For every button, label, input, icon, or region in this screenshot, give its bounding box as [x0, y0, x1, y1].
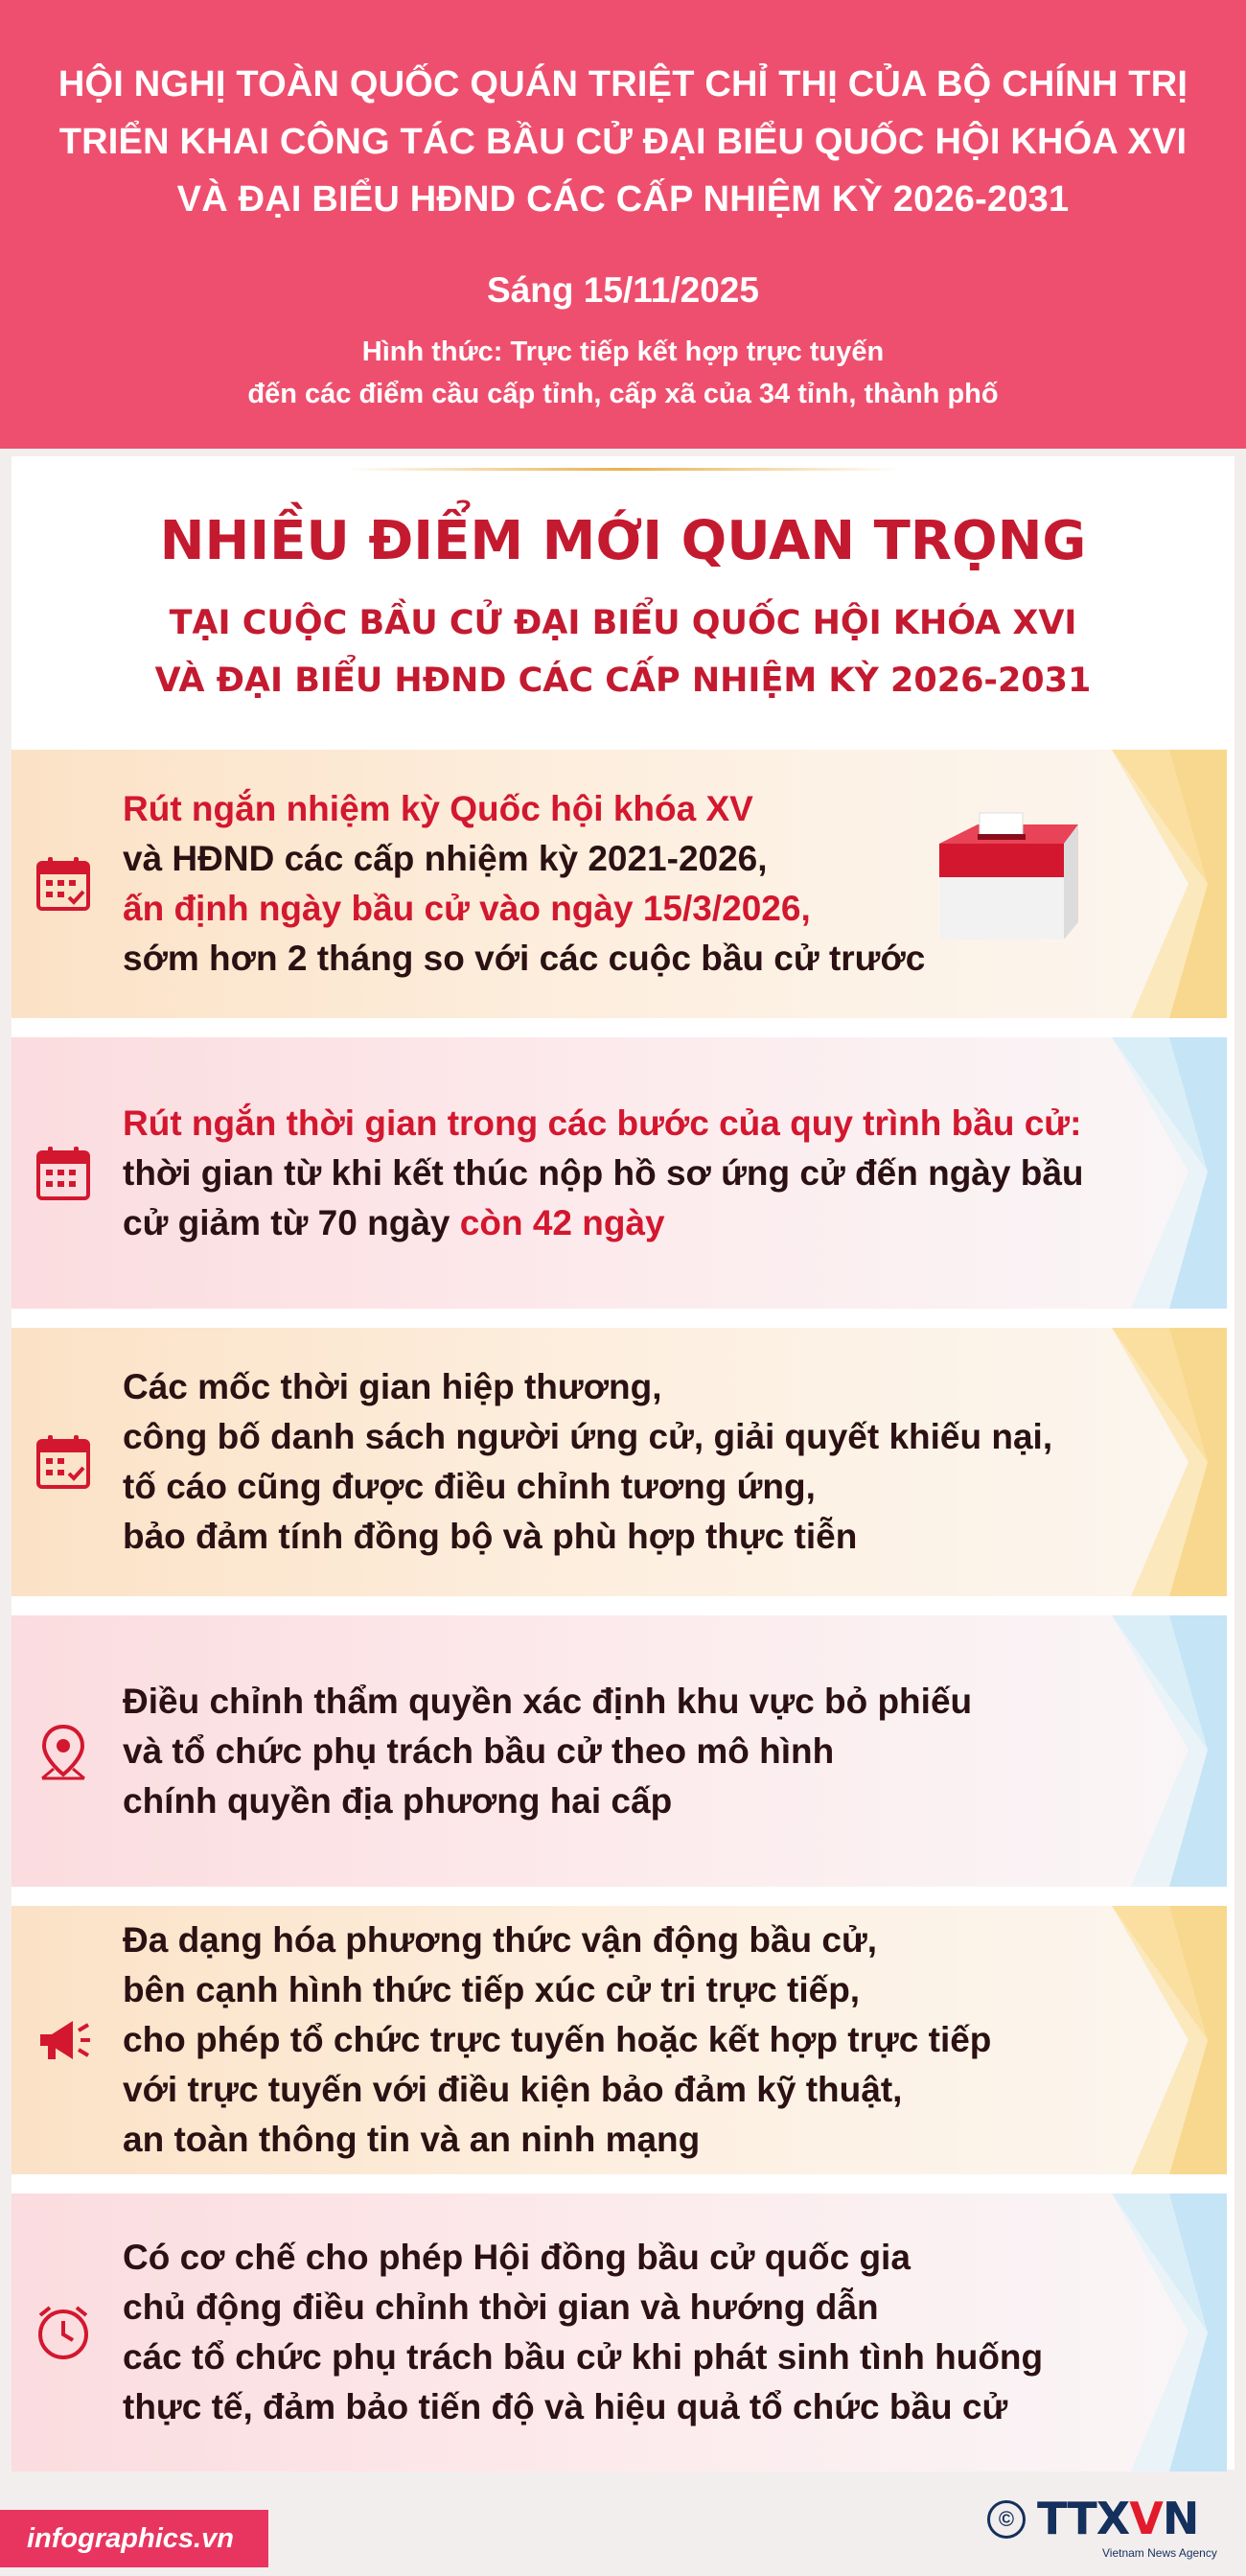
body-text: với trực tuyến với điều kiện bảo đảm kỹ thuật, — [123, 2070, 903, 2109]
clock-icon — [33, 2302, 94, 2363]
header-format — [0, 331, 1246, 415]
site-label: infographics.vn — [0, 2510, 268, 2567]
copyright-symbol: © — [987, 2500, 1026, 2539]
highlight-text: còn 42 ngày — [459, 1202, 665, 1242]
point-line — [123, 2283, 1112, 2332]
point-line — [123, 2233, 1112, 2283]
point-line — [123, 1727, 1112, 1776]
brand-part: TTX — [1037, 2493, 1130, 2544]
body-text: các tổ chức phụ trách bầu cử khi phát sinh tình huống — [123, 2337, 1044, 2377]
corner-decoration — [1112, 1037, 1227, 1309]
header-title-line: VÀ ĐẠI BIỂU HĐND CÁC CẤP NHIỆM KỲ 2026-2031 — [176, 179, 1070, 220]
point-line — [123, 1198, 1112, 1248]
corner-decoration — [1112, 750, 1227, 1018]
body-text: Đa dạng hóa phương thức vận động bầu cử, — [123, 1920, 878, 1960]
body-text: công bố danh sách người ứng cử, giải quyết khiếu nại, — [123, 1417, 1053, 1456]
point-line — [123, 1149, 1112, 1198]
header-title-line: HỘI NGHỊ TOÀN QUỐC QUÁN TRIỆT CHỈ THỊ CỦA BỘ CHÍNH TRỊ — [58, 64, 1188, 104]
ballot-box-icon — [920, 805, 1083, 949]
point-card — [12, 1906, 1227, 2174]
point-line — [123, 1362, 1112, 1412]
point-text — [123, 2193, 1112, 2472]
body-text: và tổ chức phụ trách bầu cử theo mô hình — [123, 1730, 835, 1771]
point-card — [12, 2193, 1227, 2472]
point-text — [123, 1906, 1112, 2174]
body-text: Điều chỉnh thẩm quyền xác định khu vực bỏ phiếu — [123, 1681, 973, 1721]
point-text — [123, 1615, 1112, 1887]
header-banner — [0, 0, 1246, 449]
point-card — [12, 750, 1227, 1018]
megaphone-icon — [33, 2009, 94, 2071]
point-text — [123, 1037, 1112, 1309]
body-text: cho phép tổ chức trực tuyến hoặc kết hợp trực tiếp — [123, 2020, 992, 2059]
body-text: thực tế, đảm bảo tiến độ và hiệu quả tổ chức bầu cử — [123, 2387, 1008, 2426]
body-text: an toàn thông tin và an ninh mạng — [123, 2120, 701, 2159]
point-text — [123, 1328, 1112, 1596]
calendar-icon — [33, 1143, 94, 1204]
highlight-text: Rút ngắn thời gian trong các bước của quy trình bầu cử: — [123, 1102, 1082, 1143]
highlight-text: ấn định ngày bầu cử vào ngày 15/3/2026, — [123, 889, 811, 928]
location-pin-icon — [33, 1721, 94, 1782]
brand-part: V — [1129, 2493, 1163, 2544]
point-card — [12, 1615, 1227, 1887]
section-subtitle-line: VÀ ĐẠI BIỂU HĐND CÁC CẤP NHIỆM KỲ 2026-2031 — [154, 661, 1092, 700]
point-line — [123, 2115, 1112, 2165]
corner-decoration — [1112, 2193, 1227, 2472]
point-line — [123, 1915, 1112, 1965]
header-title-line: TRIỂN KHAI CÔNG TÁC BẦU CỬ ĐẠI BIỂU QUỐC HỘI KHÓA XVI — [58, 122, 1188, 162]
point-card — [12, 1328, 1227, 1596]
point-line — [123, 2065, 1112, 2115]
header-format-line: đến các điểm cầu cấp tỉnh, cấp xã của 34 tỉnh, thành phố — [247, 379, 999, 409]
highlight-text: Rút ngắn nhiệm kỳ Quốc hội khóa XV — [123, 789, 753, 828]
header-format-line: Hình thức: Trực tiếp kết hợp trực tuyến — [361, 337, 885, 367]
brand-part: N — [1162, 2493, 1199, 2544]
section-subtitle — [0, 594, 1246, 709]
section-subtitle-line: TẠI CUỘC BẦU CỬ ĐẠI BIỂU QUỐC HỘI KHÓA XVI — [169, 604, 1077, 642]
point-line — [123, 1412, 1112, 1462]
body-text: và HĐND các cấp nhiệm kỳ 2021-2026, — [123, 839, 768, 878]
body-text: chính quyền địa phương hai cấp — [123, 1780, 673, 1821]
calendar-icon — [33, 1431, 94, 1493]
brand-wordmark — [1037, 2493, 1198, 2544]
point-line — [123, 1462, 1112, 1512]
corner-decoration — [1112, 1906, 1227, 2174]
body-text: thời gian từ khi kết thúc nộp hồ sơ ứng cử đến ngày bầu — [123, 1152, 1084, 1193]
point-line — [123, 1099, 1112, 1149]
point-card — [12, 1037, 1227, 1309]
body-text: Các mốc thời gian hiệp thương, — [123, 1367, 662, 1406]
header-title — [38, 56, 1208, 228]
point-line — [123, 1965, 1112, 2015]
body-text: sớm hơn 2 tháng so với các cuộc bầu cử trước — [123, 939, 926, 978]
brand-subtitle: Vietnam News Agency — [1102, 2546, 1217, 2560]
point-line — [123, 2332, 1112, 2382]
body-text: chủ động điều chỉnh thời gian và hướng dẫn — [123, 2287, 879, 2327]
point-line — [123, 1776, 1112, 1826]
corner-decoration — [1112, 1328, 1227, 1596]
divider — [345, 468, 901, 471]
header-date: Sáng 15/11/2025 — [487, 270, 759, 310]
point-line — [123, 2015, 1112, 2065]
body-text: tố cáo cũng được điều chỉnh tương ứng, — [123, 1467, 816, 1506]
brand-logo — [987, 2491, 1217, 2567]
body-text: cử giảm từ 70 ngày — [123, 1202, 460, 1242]
point-line — [123, 1512, 1112, 1562]
body-text: bảo đảm tính đồng bộ và phù hợp thực tiễn — [123, 1517, 858, 1556]
body-text: bên cạnh hình thức tiếp xúc cử tri trực tiếp, — [123, 1970, 861, 2009]
calendar-icon — [33, 853, 94, 915]
point-line — [123, 1677, 1112, 1727]
section-title: NHIỀU ĐIỂM MỚI QUAN TRỌNG — [159, 510, 1087, 572]
corner-decoration — [1112, 1615, 1227, 1887]
body-text: Có cơ chế cho phép Hội đồng bầu cử quốc gia — [123, 2238, 911, 2277]
point-line — [123, 2382, 1112, 2432]
